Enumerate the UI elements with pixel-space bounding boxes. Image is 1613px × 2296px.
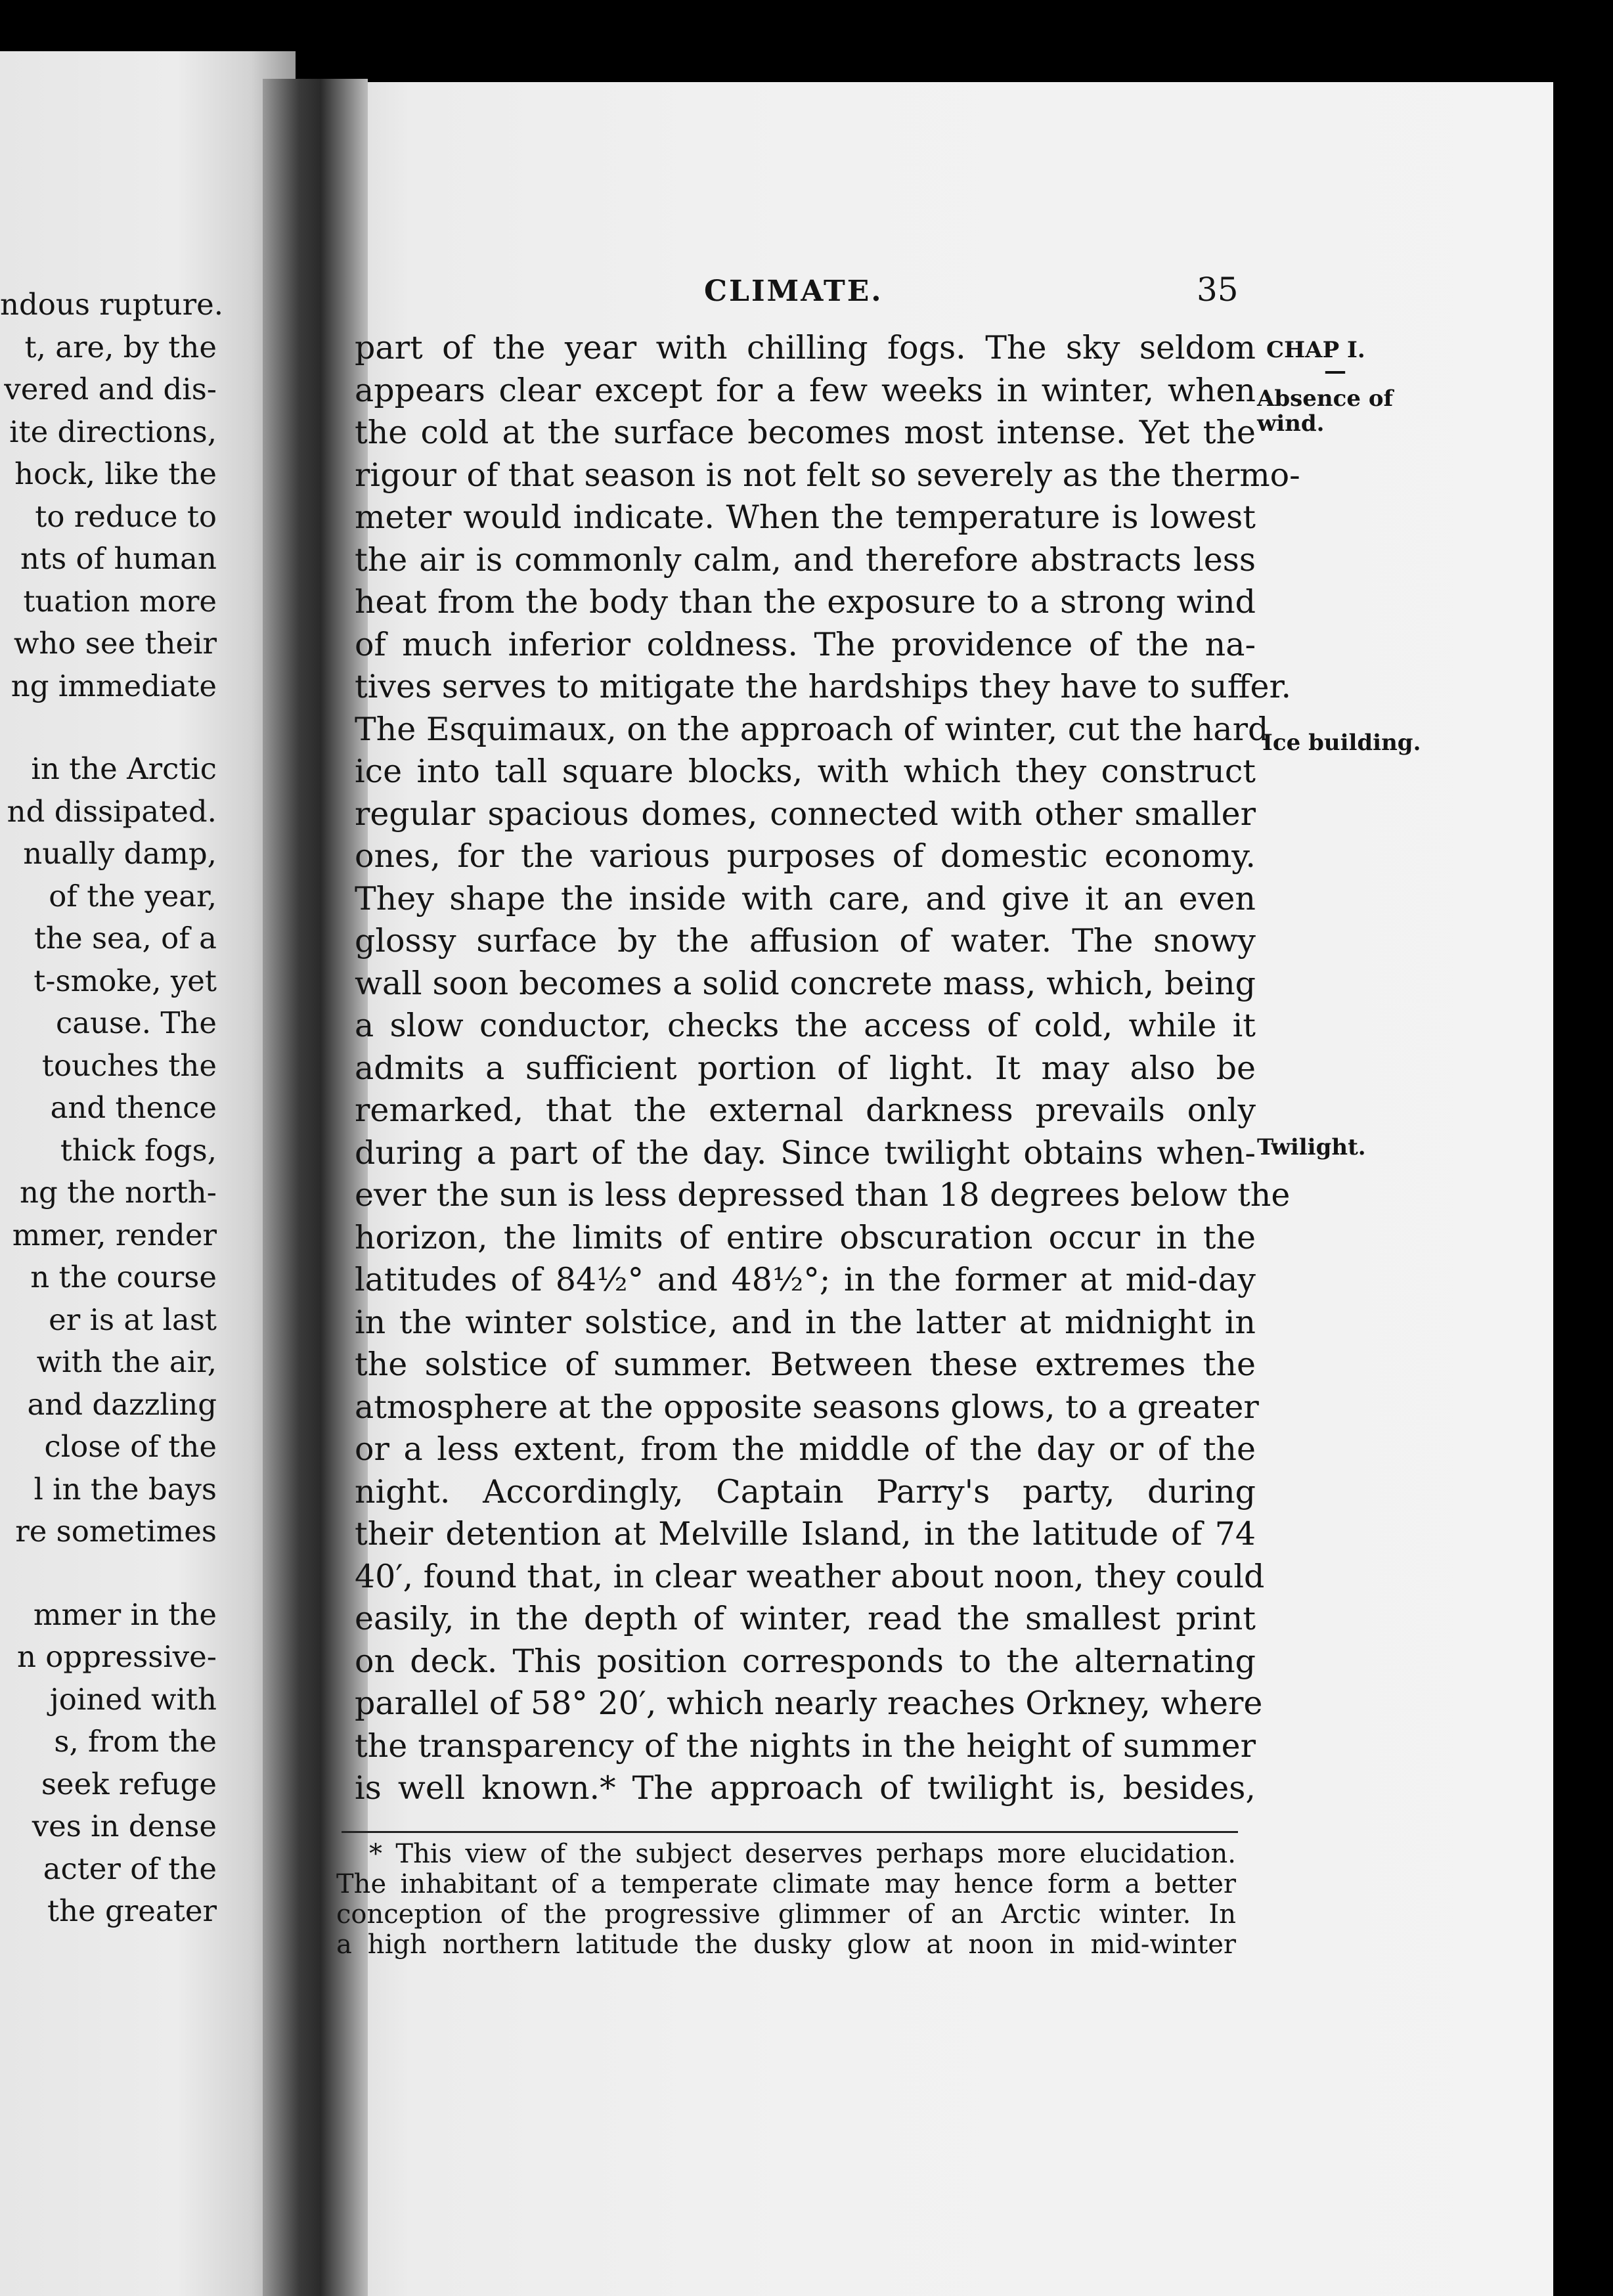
left-line: of the year, — [49, 878, 217, 914]
body-line: latitudes of 84½° and 48½°; in the former at mid-day — [355, 1261, 1256, 1298]
body-line: parallel of 58° 20′, which nearly reaches Orkney, where — [355, 1685, 1263, 1722]
margin-note-twilight: Twilight. — [1257, 1134, 1366, 1160]
paragraph-gap — [0, 1553, 217, 1594]
margin-note-absence-of: Absence of — [1257, 386, 1394, 412]
body-line: remarked, that the external darkness prevails only — [355, 1092, 1256, 1129]
left-line: and dazzling — [27, 1386, 217, 1422]
left-line: mmer, render — [12, 1217, 217, 1252]
left-line: acter of the — [43, 1851, 217, 1886]
body-line: The Esquimaux, on the approach of winter, cut the hard — [355, 710, 1269, 748]
body-line: during a part of the day. Since twilight obtains when- — [355, 1134, 1256, 1172]
body-line: night. Accordingly, Captain Parry's party, during — [355, 1472, 1256, 1511]
left-line: in the Arctic — [31, 751, 217, 786]
body-line: the transparency of the nights in the height of summer — [355, 1727, 1256, 1765]
left-line: l in the bays — [33, 1471, 217, 1507]
left-line: seek refuge — [41, 1766, 217, 1801]
left-line: t, are, by the — [24, 329, 217, 364]
body-line: part of the year with chilling fogs. The sky seldom — [355, 329, 1256, 366]
left-line: thick fogs, — [60, 1132, 217, 1168]
left-line: joined with — [49, 1681, 217, 1717]
body-line: a slow conductor, checks the access of cold, while it — [355, 1007, 1256, 1044]
binding-gutter-shadow — [263, 79, 368, 2296]
left-line: who see their — [13, 626, 217, 661]
margin-note-ice-building: Ice building. — [1262, 730, 1421, 756]
left-line: mmer in the — [33, 1597, 217, 1632]
body-line: easily, in the depth of winter, read the smallest print — [355, 1600, 1256, 1637]
left-line: cause. The — [56, 1005, 217, 1040]
footnote-line: The inhabitant of a temperate climate may hence form a better — [336, 1869, 1236, 1899]
body-line: in the winter solstice, and in the latter at midnight in — [355, 1303, 1256, 1341]
body-line: atmosphere at the opposite seasons glows, to a greater — [355, 1388, 1259, 1426]
body-line: tives serves to mitigate the hardships they have to suffer. — [355, 668, 1292, 705]
left-line: ng the north- — [20, 1175, 217, 1210]
body-line: wall soon becomes a solid concrete mass, which, being — [355, 964, 1256, 1002]
body-line: the solstice of summer. Between these extremes the — [355, 1346, 1256, 1383]
body-line: regular spacious domes, connected with other smaller — [355, 795, 1256, 833]
body-line: 40′, found that, in clear weather about noon, they could — [355, 1557, 1265, 1595]
body-line: glossy surface by the affusion of water. The snowy — [355, 922, 1256, 960]
left-line: t-smoke, yet — [33, 963, 217, 998]
left-line: nually damp, — [23, 836, 217, 871]
body-line: meter would indicate. When the temperature is lowest — [355, 498, 1256, 536]
left-line: nts of human — [20, 541, 217, 576]
running-head: CLIMATE. — [704, 275, 883, 308]
left-line: nd dissipated. — [7, 793, 217, 829]
left-line: hock, like the — [14, 456, 217, 491]
body-line: is well known.* The approach of twilight is, besides, — [355, 1769, 1256, 1807]
left-line: tuation more — [23, 583, 217, 619]
body-line: appears clear except for a few weeks in winter, when — [355, 371, 1256, 409]
footnote-line: conception of the progressive glimmer of an Arctic winter. In — [336, 1899, 1236, 1930]
left-line: re sometimes — [15, 1514, 217, 1549]
left-line: ndous rupture. — [0, 287, 224, 322]
paragraph-gap — [0, 707, 217, 748]
body-line: rigour of that season is not felt so severely as the thermo- — [355, 456, 1300, 494]
left-line: ng immediate — [11, 668, 217, 703]
left-line: to reduce to — [35, 498, 217, 534]
left-line: close of the — [44, 1429, 217, 1464]
body-line: They shape the inside with care, and give it an even — [355, 879, 1256, 917]
footnote-line: a high northern latitude the dusky glow at noon in mid-winter — [336, 1930, 1236, 1960]
body-line: the air is commonly calm, and therefore abstracts less — [355, 541, 1256, 579]
body-line: ice into tall square blocks, with which they construct — [355, 753, 1256, 790]
body-line: heat from the body than the exposure to a strong wind — [355, 583, 1256, 621]
body-line: on deck. This position corresponds to the alternating — [355, 1642, 1256, 1680]
body-text — [355, 327, 1300, 1810]
left-line: the greater — [47, 1893, 217, 1928]
margin-chapter-label: CHAP I. — [1266, 337, 1365, 363]
left-line: n the course — [30, 1260, 217, 1294]
left-line: touches the — [41, 1048, 217, 1083]
left-line: ite directions, — [9, 414, 217, 449]
margin-note-wind: wind. — [1257, 410, 1325, 437]
left-line: er is at last — [49, 1302, 217, 1337]
left-line: the sea, of a — [33, 921, 217, 956]
left-page-text — [0, 284, 224, 1933]
page-number: 35 — [1197, 271, 1239, 309]
body-line: admits a sufficient portion of light. It may also be — [355, 1049, 1256, 1087]
body-line: or a less extent, from the middle of the day or of the — [355, 1430, 1256, 1468]
margin-dash: — — [1324, 358, 1346, 384]
left-line: vered and dis- — [4, 372, 217, 407]
footnote-line: * This view of the subject deserves perhaps more elucidation. — [369, 1839, 1236, 1869]
body-line: ever the sun is less depressed than 18 degrees below the — [355, 1176, 1291, 1214]
left-line: and thence — [50, 1090, 217, 1125]
left-line: s, from the — [54, 1724, 217, 1759]
body-line: their detention at Melville Island, in the latitude of 74 — [355, 1515, 1256, 1553]
body-line: the cold at the surface becomes most intense. Yet the — [355, 414, 1256, 451]
left-line: with the air, — [36, 1344, 217, 1379]
left-line: ves in dense — [32, 1809, 217, 1843]
left-line: n oppressive- — [17, 1639, 217, 1674]
body-line: of much inferior coldness. The providence of the na- — [355, 625, 1256, 663]
footnote-rule — [342, 1831, 1238, 1833]
body-line: horizon, the limits of entire obscuration occur in the — [355, 1218, 1256, 1256]
footnote — [336, 1839, 1236, 1960]
body-line: ones, for the various purposes of domestic economy. — [355, 837, 1256, 875]
